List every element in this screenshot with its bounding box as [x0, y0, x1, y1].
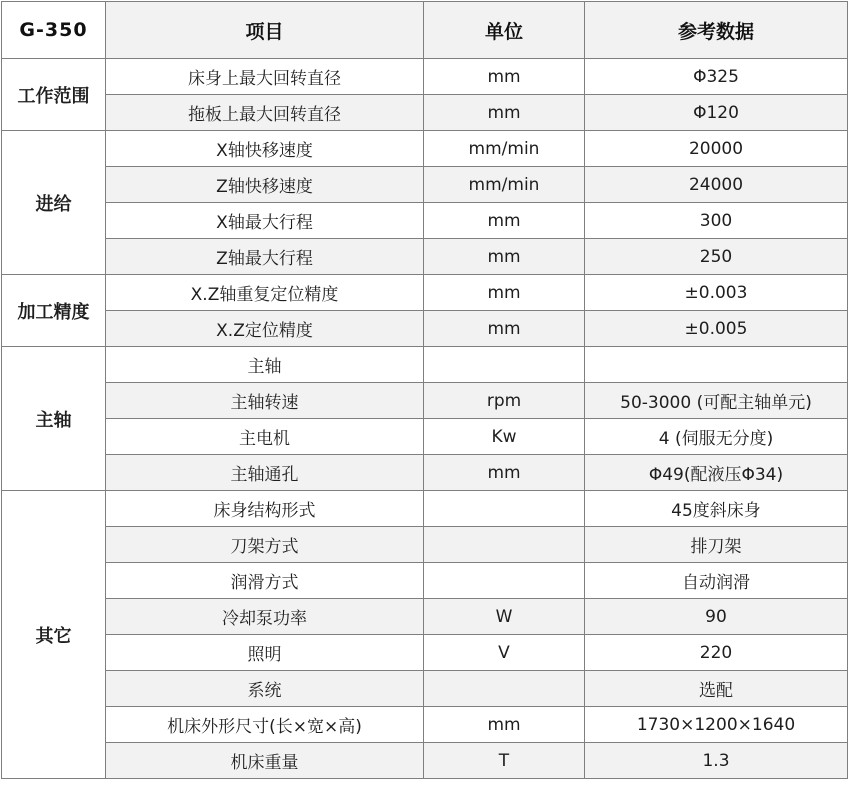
value-cell: Φ49(配液压Φ34) [585, 455, 848, 491]
item-cell: 主轴转速 [106, 383, 424, 419]
unit-cell [424, 563, 585, 599]
value-cell: 20000 [585, 131, 848, 167]
unit-cell: mm [424, 275, 585, 311]
unit-cell: mm [424, 203, 585, 239]
item-cell: 主轴通孔 [106, 455, 424, 491]
table-row [2, 383, 848, 419]
item-cell: 床身结构形式 [106, 491, 424, 527]
table-row [2, 59, 848, 95]
unit-cell: mm [424, 59, 585, 95]
unit-cell: mm [424, 311, 585, 347]
table-row [2, 275, 848, 311]
table-row [2, 95, 848, 131]
item-cell: 拖板上最大回转直径 [106, 95, 424, 131]
unit-cell [424, 491, 585, 527]
table-row [2, 419, 848, 455]
table-row [2, 491, 848, 527]
header-unit: 单位 [424, 2, 585, 59]
table-row [2, 671, 848, 707]
value-cell: 选配 [585, 671, 848, 707]
spec-body [2, 59, 848, 779]
value-cell: 排刀架 [585, 527, 848, 563]
value-cell: 自动润滑 [585, 563, 848, 599]
value-cell: 90 [585, 599, 848, 635]
item-cell: Z轴快移速度 [106, 167, 424, 203]
item-cell: 主轴 [106, 347, 424, 383]
unit-cell: V [424, 635, 585, 671]
value-cell: 45度斜床身 [585, 491, 848, 527]
table-row [2, 311, 848, 347]
item-cell: X轴快移速度 [106, 131, 424, 167]
value-cell: 50-3000 (可配主轴单元) [585, 383, 848, 419]
unit-cell [424, 671, 585, 707]
unit-cell: rpm [424, 383, 585, 419]
value-cell: 1.3 [585, 743, 848, 779]
value-cell: 220 [585, 635, 848, 671]
header-row [2, 2, 848, 59]
group-label: 工作范围 [2, 59, 106, 131]
item-cell: X.Z定位精度 [106, 311, 424, 347]
unit-cell: mm [424, 707, 585, 743]
unit-cell: mm/min [424, 131, 585, 167]
value-cell: ±0.003 [585, 275, 848, 311]
unit-cell [424, 527, 585, 563]
value-cell [585, 347, 848, 383]
table-row [2, 347, 848, 383]
header-reference: 参考数据 [585, 2, 848, 59]
unit-cell: T [424, 743, 585, 779]
table-row [2, 563, 848, 599]
item-cell: 刀架方式 [106, 527, 424, 563]
value-cell: Φ120 [585, 95, 848, 131]
item-cell: Z轴最大行程 [106, 239, 424, 275]
group-label: 主轴 [2, 347, 106, 491]
value-cell: 4 (伺服无分度) [585, 419, 848, 455]
unit-cell: mm [424, 455, 585, 491]
table-row [2, 203, 848, 239]
item-cell: 系统 [106, 671, 424, 707]
unit-cell: mm/min [424, 167, 585, 203]
table-row [2, 599, 848, 635]
item-cell: X.Z轴重复定位精度 [106, 275, 424, 311]
table-row [2, 635, 848, 671]
spec-table [1, 1, 848, 779]
value-cell: Φ325 [585, 59, 848, 95]
item-cell: 机床重量 [106, 743, 424, 779]
table-row [2, 167, 848, 203]
value-cell: 250 [585, 239, 848, 275]
item-cell: 床身上最大回转直径 [106, 59, 424, 95]
item-cell: 主电机 [106, 419, 424, 455]
table-row [2, 239, 848, 275]
item-cell: 机床外形尺寸(长×宽×高) [106, 707, 424, 743]
item-cell: 润滑方式 [106, 563, 424, 599]
table-row [2, 743, 848, 779]
group-label: 加工精度 [2, 275, 106, 347]
table-row [2, 527, 848, 563]
unit-cell: Kw [424, 419, 585, 455]
item-cell: 冷却泵功率 [106, 599, 424, 635]
unit-cell: mm [424, 95, 585, 131]
group-label: 进给 [2, 131, 106, 275]
value-cell: ±0.005 [585, 311, 848, 347]
table-row [2, 131, 848, 167]
value-cell: 24000 [585, 167, 848, 203]
value-cell: 300 [585, 203, 848, 239]
unit-cell: W [424, 599, 585, 635]
unit-cell: mm [424, 239, 585, 275]
group-label: 其它 [2, 491, 106, 779]
item-cell: 照明 [106, 635, 424, 671]
model-label: G-350 [2, 2, 106, 59]
table-row [2, 707, 848, 743]
table-row [2, 455, 848, 491]
unit-cell [424, 347, 585, 383]
value-cell: 1730×1200×1640 [585, 707, 848, 743]
item-cell: X轴最大行程 [106, 203, 424, 239]
header-item: 项目 [106, 2, 424, 59]
